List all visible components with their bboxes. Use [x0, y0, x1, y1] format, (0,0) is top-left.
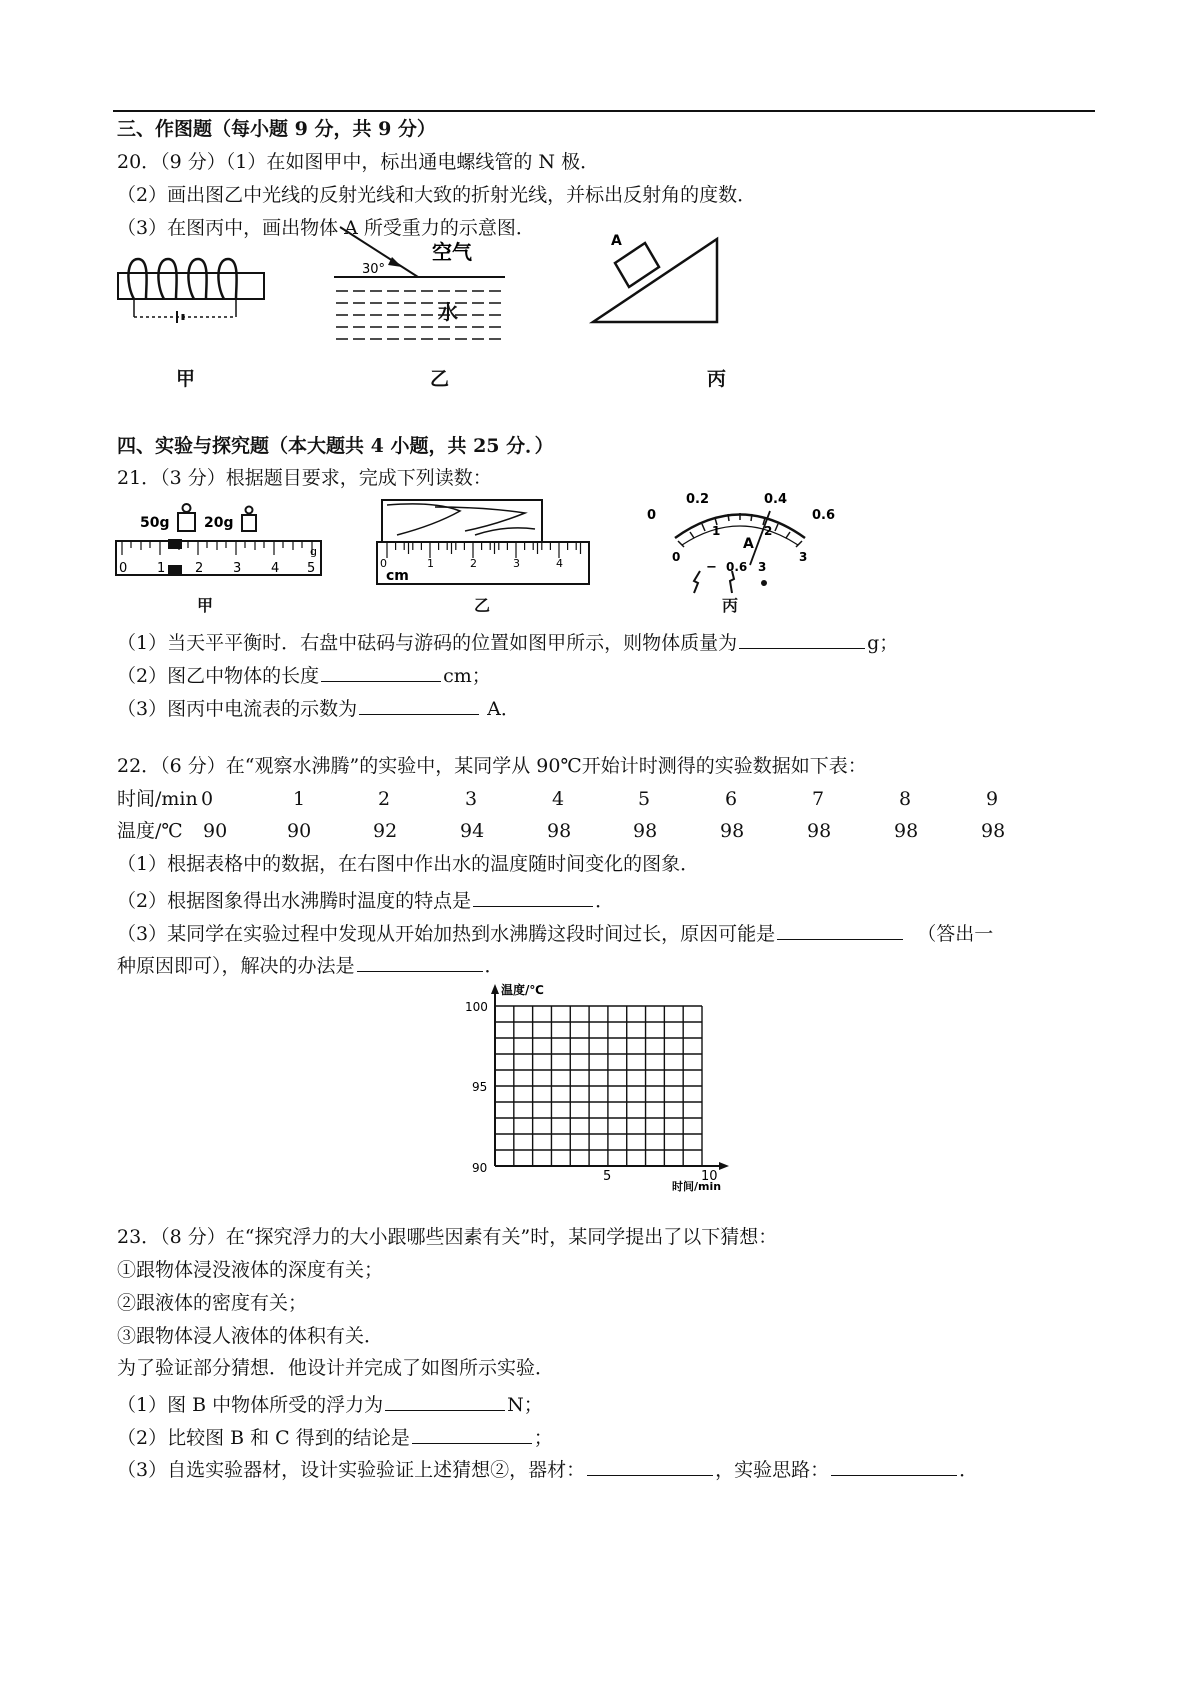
weight-20g-label: 20g — [204, 515, 234, 531]
svg-text:−: − — [706, 560, 717, 575]
q23-equipment-blank[interactable] — [587, 1457, 713, 1476]
grid-ytick-95: 95 — [472, 1080, 488, 1094]
q22-answer2-blank[interactable] — [473, 888, 593, 907]
q20-part3: （3）在图丙中，画出物体 A 所受重力的示意图． — [117, 217, 535, 239]
svg-text:0.6: 0.6 — [726, 560, 748, 574]
ruler-figure — [375, 495, 600, 600]
balance-figure — [112, 495, 337, 593]
q23-part1: （1）图 B 中物体所受的浮力为 N； — [117, 1394, 543, 1416]
angle-label: 30° — [362, 262, 386, 277]
svg-text:2: 2 — [195, 561, 204, 576]
temperature-grid[interactable] — [455, 980, 755, 1210]
svg-text:1: 1 — [157, 561, 166, 576]
q23-part2: （2）比较图 B 和 C 得到的结论是 ； — [117, 1427, 553, 1449]
grid-ytick-100: 100 — [465, 1000, 488, 1014]
top-rule — [113, 110, 1095, 112]
section4-heading: 四、实验与探究题（本大题共 4 小题，共 25 分．） — [117, 435, 554, 457]
svg-text:0: 0 — [647, 508, 657, 523]
q23-guess1: ①跟物体浸没液体的深度有关； — [117, 1259, 384, 1281]
svg-text:0: 0 — [672, 550, 681, 564]
light-refraction-figure — [330, 225, 530, 365]
q23-answer2-blank[interactable] — [412, 1425, 532, 1444]
svg-text:g: g — [310, 545, 317, 558]
svg-text:0: 0 — [380, 557, 387, 570]
grid-xtick-10: 10 — [701, 1169, 718, 1184]
q22-part1: （1）根据表格中的数据，在右图中作出水的温度随时间变化的图象． — [117, 853, 700, 875]
weight-50g-label: 50g — [140, 515, 170, 531]
svg-text:2: 2 — [470, 557, 477, 570]
grid-xtick-5: 5 — [603, 1169, 612, 1184]
q23-guess3: ③跟物体浸人液体的体积有关． — [117, 1325, 384, 1347]
q23-stem: 23．（8 分）在“探究浮力的大小跟哪些因素有关”时，某同学提出了以下猜想： — [117, 1226, 778, 1248]
q22-part2: （2）根据图象得出水沸腾时温度的特点是 ． — [117, 890, 615, 912]
svg-text:0.4: 0.4 — [764, 493, 788, 507]
svg-text:0: 0 — [119, 561, 128, 576]
svg-text:2: 2 — [764, 524, 773, 538]
grid-lines — [495, 1006, 702, 1166]
svg-text:1: 1 — [427, 557, 434, 570]
q22-stem: 22．（6 分）在“观察水沸腾”的实验中，某同学从 90℃开始计时测得的实验数据如下表： — [117, 755, 867, 777]
svg-text:3: 3 — [513, 557, 520, 570]
q21-part1: （1）当天平平衡时．右盘中砝码与游码的位置如图甲所示，则物体质量为 g； — [117, 632, 899, 654]
fig21-jia-caption: 甲 — [197, 596, 214, 615]
fig21-yi-caption: 乙 — [474, 596, 491, 615]
svg-text:cm: cm — [386, 568, 409, 584]
q21-answer2-blank[interactable] — [321, 663, 441, 682]
fig-yi-caption: 乙 — [430, 368, 450, 390]
q21-part2: （2）图乙中物体的长度 cm； — [117, 665, 491, 687]
svg-text:4: 4 — [556, 557, 563, 570]
svg-text:3: 3 — [799, 550, 808, 564]
q22-temperature-row: 温度/℃ 90 90 92 94 98 98 98 98 98 98 — [117, 820, 1006, 842]
svg-text:0.2: 0.2 — [686, 493, 710, 507]
q22-answer4-blank[interactable] — [357, 953, 483, 972]
q22-part3-line2: 种原因即可），解决的办法是 ． — [117, 955, 504, 977]
q20-part2: （2）画出图乙中光线的反射光线和大致的折射光线，并标出反射角的度数． — [117, 184, 757, 206]
q23-verify: 为了验证部分猜想．他设计并完成了如图所示实验． — [117, 1357, 555, 1379]
air-label: 空气 — [432, 240, 472, 264]
q21-part3: （3）图丙中电流表的示数为 A． — [117, 698, 520, 720]
q22-part3: （3）某同学在实验过程中发现从开始加热到水沸腾这段时间过长，原因可能是 （答出一 — [117, 923, 994, 945]
fig-bing-caption: 丙 — [707, 368, 727, 390]
q21-answer1-blank[interactable] — [739, 630, 865, 649]
object-a-label: A — [611, 233, 622, 249]
q20-stem: 20．（9 分）（1）在如图甲中，标出通电螺线管的 N 极． — [117, 151, 600, 173]
q22-answer3-blank[interactable] — [777, 921, 903, 940]
section3-heading: 三、作图题（每小题 9 分，共 9 分） — [117, 118, 436, 140]
svg-text:1: 1 — [712, 524, 721, 538]
q23-part3: （3）自选实验器材，设计实验验证上述猜想②，器材： ，实验思路： ． — [117, 1459, 979, 1481]
svg-text:3: 3 — [758, 560, 767, 574]
svg-text:A: A — [743, 536, 754, 552]
fig-jia-caption: 甲 — [176, 368, 196, 390]
q23-guess2: ②跟液体的密度有关； — [117, 1292, 308, 1314]
fig21-bing-caption: 丙 — [722, 596, 739, 615]
grid-ylabel: 温度/℃ — [501, 983, 544, 997]
ammeter-figure — [640, 493, 840, 605]
incline-figure — [585, 225, 735, 355]
q21-stem: 21．（3 分）根据题目要求，完成下列读数： — [117, 467, 492, 489]
water-label: 水 — [438, 300, 458, 324]
q22-time-row: 时间/min 0 1 2 3 4 5 6 7 8 9 — [117, 788, 999, 810]
solenoid-figure — [112, 245, 272, 345]
q23-answer1-blank[interactable] — [385, 1392, 505, 1411]
svg-text:0.6: 0.6 — [812, 508, 836, 523]
grid-xlabel: 时间/min — [672, 1180, 722, 1193]
grid-ytick-90: 90 — [472, 1161, 488, 1175]
q21-answer3-blank[interactable] — [359, 696, 479, 715]
svg-text:5: 5 — [307, 561, 316, 576]
svg-text:4: 4 — [271, 561, 280, 576]
svg-text:3: 3 — [233, 561, 242, 576]
q23-approach-blank[interactable] — [831, 1457, 957, 1476]
